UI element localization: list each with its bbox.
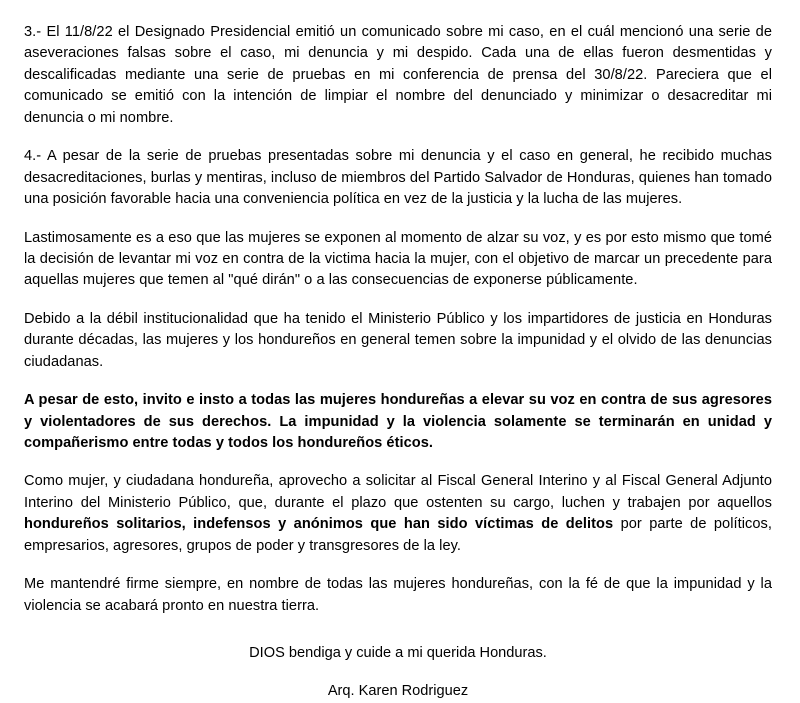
emphasis-text: hondureños solitarios, indefensos y anónimos que han sido víctimas de delitos (24, 516, 614, 533)
paragraph-invito: A pesar de esto, invito e insto a todas las mujeres hondureñas a elevar su voz en contra de sus agresores y violentadores de sus derechos. La impunidad y la violencia solamente se terminarán en unidad y compañerismo entre todas y todos los hondureños éticos. (24, 392, 772, 451)
paragraph-firme: Me mantendré firme siempre, en nombre de todas las mujeres hondureñas, con la fé de que la impunidad y la violencia se acabará pronto en nuestra tierra. (24, 576, 772, 614)
paragraph-3: 3.- El 11/8/22 el Designado Presidencial emitió un comunicado sobre mi caso, en el cuál mencionó una serie de aseveraciones falsas sobre el caso, mi denuncia y mi despido. Cada una de ellas fueron desmentidas y descalificadas mediante una serie de pruebas en mi conferencia de prensa del 30/8/22. Pareciera que el comunicado se emitió con la intención de limpiar el nombre del denunciado y minimizar o desacreditar mi denuncia o mi nombre. (24, 24, 772, 126)
paragraph-4: 4.- A pesar de la serie de pruebas presentadas sobre mi denuncia y el caso en general, he recibido muchas desacreditaciones, burlas y mentiras, incluso de miembros del Partido Salvador de Honduras, quienes han tomado una posición favorable hacia una conveniencia política en vez de la justicia y la lucha de las mujeres. (24, 148, 772, 208)
closing-signature: Arq. Karen Rodriguez (327, 682, 469, 699)
document-closing (24, 643, 772, 703)
closing-blessing: DIOS bendiga y cuide a mi querida Honduras. (249, 645, 547, 662)
paragraph-institucionalidad: Debido a la débil institucionalidad que ha tenido el Ministerio Público y los impartidores de justicia en Honduras durante décadas, las mujeres y los hondureños en general temen sobre la impunidad y el olvido de las denuncias ciudadanas. (24, 310, 772, 370)
paragraph-fiscal: Como mujer, y ciudadana hondureña, aprovecho a solicitar al Fiscal General Interino y al Fiscal General Adjunto Interino del Ministerio Público, que, durante el plazo que ostenten su cargo, luchen y trabajen por aquellos hondureños solitarios, indefensos y anónimos que han sido víctimas de delitos por parte de políticos, empresarios, agresores, grupos de poder y transgresores de la ley. (24, 473, 772, 554)
paragraph-lastimosamente: Lastimosamente es a eso que las mujeres se exponen al momento de alzar su voz, y es por esto mismo que tomé la decisión de levantar mi voz en contra de la victima hacia la mujer, con el objetivo de marcar un precedente para aquellas mujeres que temen al "qué dirán" o a las consecuencias de exponerse públicamente. (24, 229, 772, 289)
document-body (24, 22, 772, 617)
